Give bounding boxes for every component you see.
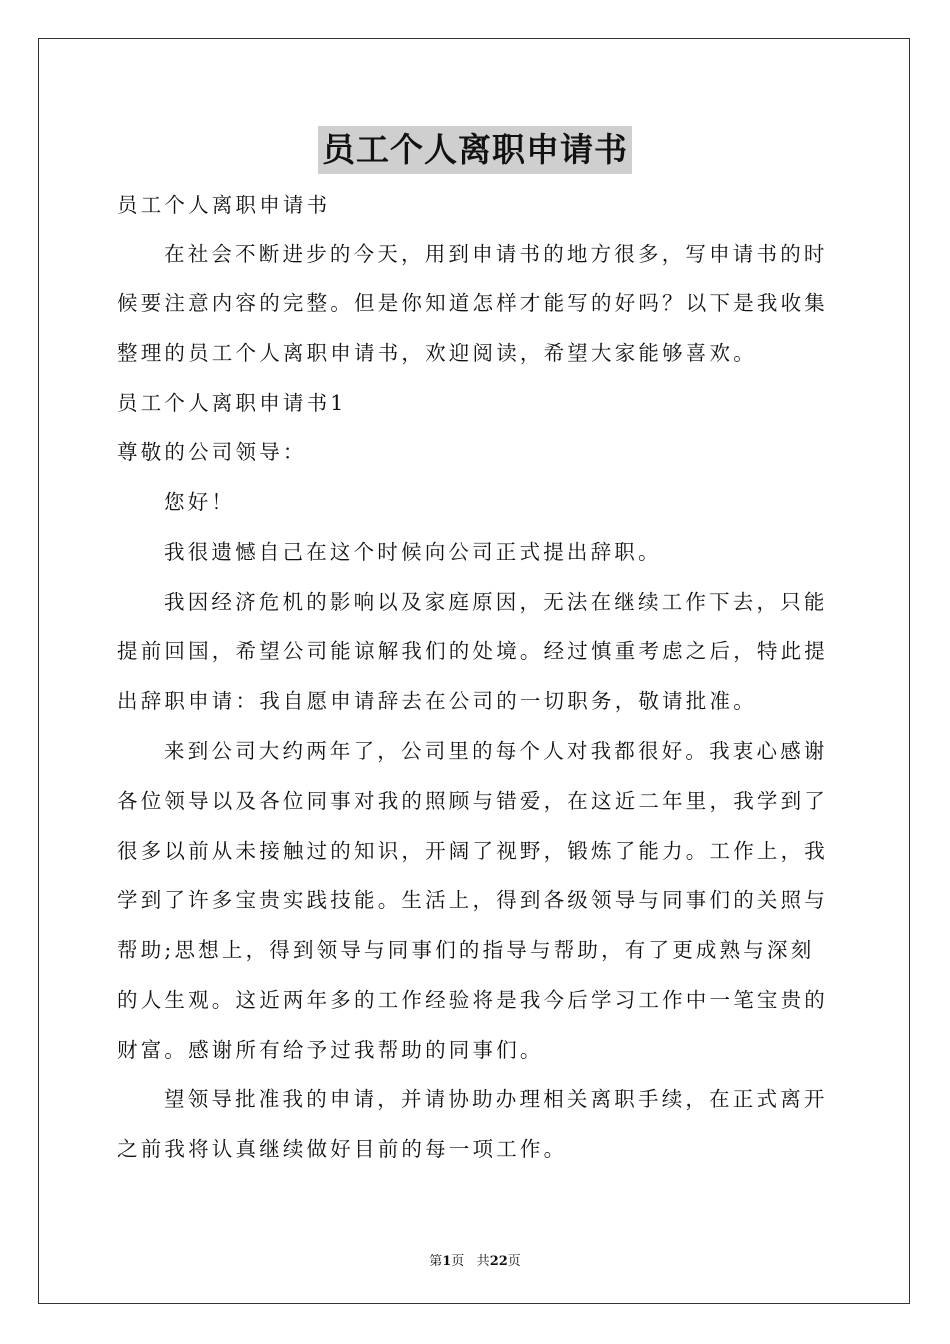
body-line: 出辞职申请：我自愿申请辞去在公司的一切职务，敬请批准。 [117,689,757,713]
body-line: 望领导批准我的申请，并请协助办理相关离职手续，在正式离开 [164,1087,828,1111]
body-line: 的人生观。这近两年多的工作经验将是我今后学习工作中一笔宝贵的 [117,988,828,1012]
body-line: 整理的员工个人离职申请书，欢迎阅读，希望大家能够喜欢。 [117,341,757,365]
page-border [38,38,910,1304]
body-line: 之前我将认真继续做好目前的每一项工作。 [117,1137,568,1161]
document-title: 员工个人离职申请书 [318,126,632,174]
greeting: 您好！ [164,490,236,514]
title-container [0,126,950,174]
body-line: 帮助;思想上，得到领导与同事们的指导与帮助，有了更成熟与深刻 [117,938,815,962]
total-pages: 22 [489,1254,508,1269]
page-label-suffix: 页 [451,1254,465,1269]
body-line: 提前回国，希望公司能谅解我们的处境。经过慎重考虑之后，特此提 [117,639,828,663]
page-label-prefix: 第 [429,1254,443,1269]
body-line: 各位领导以及各位同事对我的照顾与错爱，在这近二年里，我学到了 [117,789,828,813]
body-line: 候要注意内容的完整。但是你知道怎样才能写的好吗？以下是我收集 [117,291,828,315]
body-line: 我很遗憾自己在这个时候向公司正式提出辞职。 [164,540,662,564]
body-line: 来到公司大约两年了，公司里的每个人对我都很好。我衷心感谢 [164,739,828,763]
body-line: 学到了许多宝贵实践技能。生活上，得到各级领导与同事们的关照与 [117,888,828,912]
page-number: 1 [442,1254,452,1269]
total-label-suffix: 页 [507,1254,521,1269]
body-line: 在社会不断进步的今天，用到申请书的地方很多，写申请书的时 [164,242,828,266]
section-heading: 员工个人离职申请书1 [117,391,347,415]
total-label-prefix: 共 [476,1254,490,1269]
salutation: 尊敬的公司领导： [117,440,307,464]
page-footer [0,1250,950,1269]
document-subtitle: 员工个人离职申请书 [117,193,331,217]
body-line: 我因经济危机的影响以及家庭原因，无法在继续工作下去，只能 [164,590,828,614]
body-line: 财富。感谢所有给予过我帮助的同事们。 [117,1038,544,1062]
body-line: 很多以前从未接触过的知识，开阔了视野，锻炼了能力。工作上，我 [117,839,828,863]
